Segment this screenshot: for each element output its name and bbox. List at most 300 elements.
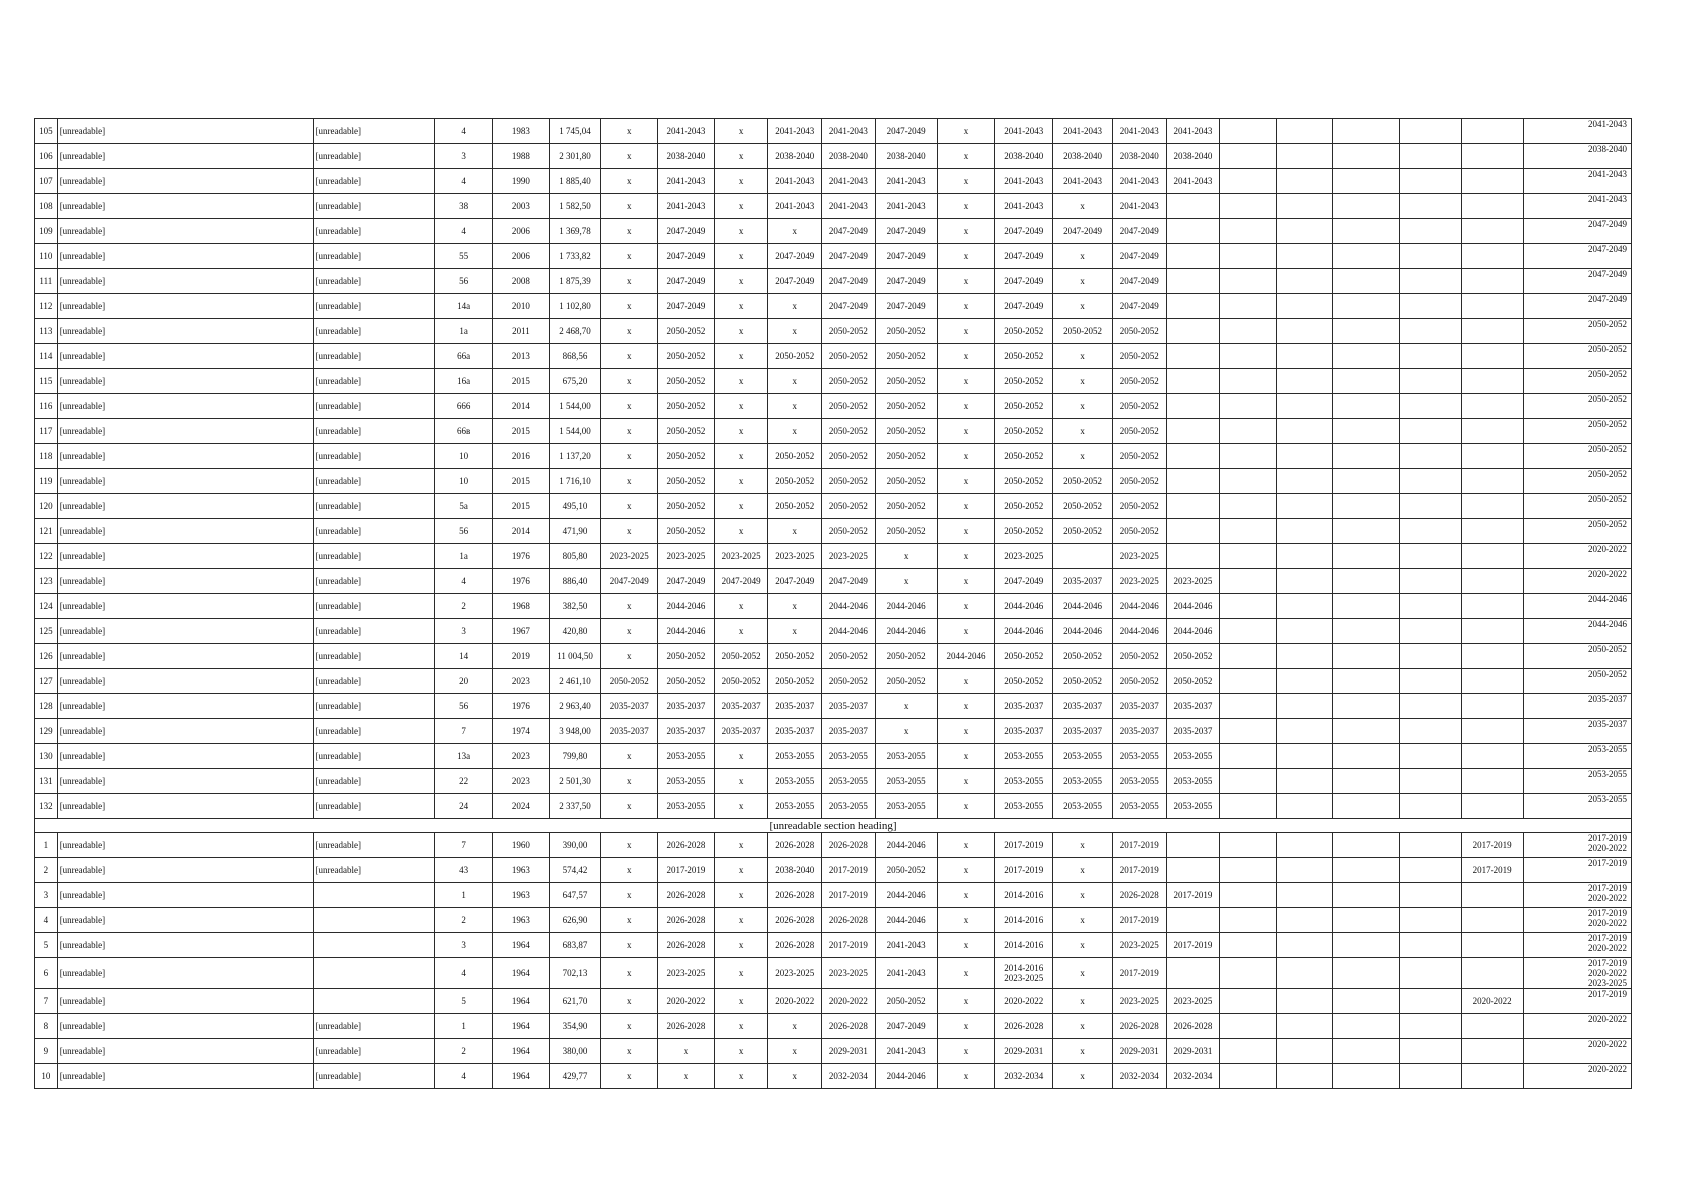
cell-work-col-20 [1332,908,1399,933]
cell-total-period: 2017-2019 2020-2022 2023-2025 [1523,958,1631,989]
cell-total-area: 2 301,80 [549,144,601,169]
cell-work-foundation: x [714,744,768,769]
cell-work-col-18 [1220,858,1277,883]
cell-work-electric: 2050-2052 [822,394,876,419]
cell-total-period: 2044-2046 [1523,619,1631,644]
cell-work-heating: 2050-2052 [875,644,937,669]
cell-work-col-18 [1220,144,1277,169]
cell-work-col-21 [1399,669,1461,694]
cell-total-period: 2035-2037 [1523,719,1631,744]
cell-work-cold-water: 2035-2037 [995,694,1053,719]
cell-work-col-20 [1332,219,1399,244]
cell-work-cold-water: 2014-2016 [995,908,1053,933]
cell-locality-name: [unreadable] [57,769,313,794]
cell-work-col-20 [1332,744,1399,769]
cell-work-heating: 2050-2052 [875,369,937,394]
cell-work-heating: 2044-2046 [875,833,937,858]
cell-work-col-18 [1220,419,1277,444]
cell-work-gas: 2044-2046 [937,644,995,669]
cell-locality-name: [unreadable] [57,1064,313,1089]
cell-work-col-18 [1220,544,1277,569]
cell-house-number: 43 [435,858,493,883]
cell-work-sewer: 2047-2049 [1112,269,1166,294]
cell-work-heating: 2053-2055 [875,769,937,794]
cell-work-facade: 2047-2049 [658,269,715,294]
cell-street: [unreadable] [313,833,435,858]
cell-work-extra [1166,294,1220,319]
cell-work-extra: 2032-2034 [1166,1064,1220,1089]
cell-work-gas: x [937,344,995,369]
cell-work-col-18 [1220,444,1277,469]
cell-work-basement: 2047-2049 [768,269,822,294]
cell-work-sewer: 2050-2052 [1112,319,1166,344]
cell-work-foundation: x [714,369,768,394]
cell-work-gas: x [937,794,995,819]
cell-build-year: 1964 [493,989,550,1014]
cell-work-heating: 2044-2046 [875,1064,937,1089]
cell-total-area: 799,80 [549,744,601,769]
cell-work-col-19 [1277,544,1333,569]
cell-work-col-21 [1399,219,1461,244]
cell-total-area: 354,90 [549,1014,601,1039]
cell-work-basement: x [768,619,822,644]
cell-work-col-22 [1461,1064,1523,1089]
cell-work-heating: 2041-2043 [875,933,937,958]
cell-work-electric: 2050-2052 [822,319,876,344]
cell-street: [unreadable] [313,719,435,744]
cell-work-extra [1166,444,1220,469]
table-row [35,958,1632,989]
cell-work-sewer: 2023-2025 [1112,569,1166,594]
cell-work-cold-water: 2047-2049 [995,269,1053,294]
cell-total-period: 2047-2049 [1523,294,1631,319]
cell-work-hot-water: 2035-2037 [1053,694,1113,719]
cell-street: [unreadable] [313,569,435,594]
cell-street: [unreadable] [313,394,435,419]
cell-work-cold-water: 2050-2052 [995,369,1053,394]
cell-work-col-20 [1332,989,1399,1014]
cell-work-sewer: 2041-2043 [1112,119,1166,144]
cell-work-col-22: 2020-2022 [1461,989,1523,1014]
cell-house-number: 20 [435,669,493,694]
cell-work-basement: x [768,1064,822,1089]
cell-locality-name: [unreadable] [57,569,313,594]
cell-work-hot-water [1053,544,1113,569]
cell-work-gas: x [937,319,995,344]
cell-work-heating: 2047-2049 [875,294,937,319]
cell-locality-name: [unreadable] [57,469,313,494]
cell-locality-name: [unreadable] [57,119,313,144]
cell-work-cold-water: 2050-2052 [995,644,1053,669]
cell-work-col-20 [1332,544,1399,569]
cell-locality-name: [unreadable] [57,144,313,169]
cell-work-cold-water: 2047-2049 [995,569,1053,594]
cell-work-facade: 2026-2028 [658,833,715,858]
cell-work-roof: x [601,444,658,469]
cell-row-number: 4 [35,908,58,933]
table-row [35,469,1632,494]
table-row [35,294,1632,319]
cell-work-sewer: 2047-2049 [1112,219,1166,244]
cell-locality-name: [unreadable] [57,494,313,519]
cell-work-roof: x [601,494,658,519]
cell-work-facade: 2041-2043 [658,119,715,144]
cell-work-foundation: x [714,989,768,1014]
cell-total-area: 1 582,50 [549,194,601,219]
cell-row-number: 106 [35,144,58,169]
cell-work-cold-water: 2038-2040 [995,144,1053,169]
cell-work-basement: 2050-2052 [768,444,822,469]
cell-work-extra: 2041-2043 [1166,119,1220,144]
cell-work-col-19 [1277,344,1333,369]
cell-work-col-20 [1332,794,1399,819]
cell-locality-name: [unreadable] [57,833,313,858]
cell-work-col-21 [1399,619,1461,644]
cell-work-col-19 [1277,519,1333,544]
cell-work-col-18 [1220,1039,1277,1064]
cell-work-extra: 2035-2037 [1166,694,1220,719]
cell-house-number: 5a [435,494,493,519]
cell-work-basement: 2035-2037 [768,719,822,744]
cell-work-electric: 2020-2022 [822,989,876,1014]
cell-locality-name: [unreadable] [57,394,313,419]
cell-work-facade: 2050-2052 [658,494,715,519]
cell-work-heating: 2050-2052 [875,319,937,344]
cell-work-hot-water: 2035-2037 [1053,569,1113,594]
cell-work-col-20 [1332,469,1399,494]
cell-work-col-21 [1399,594,1461,619]
cell-total-area: 886,40 [549,569,601,594]
cell-total-area: 1 745,04 [549,119,601,144]
cell-work-heating: 2050-2052 [875,344,937,369]
cell-work-electric: 2023-2025 [822,544,876,569]
cell-work-electric: 2035-2037 [822,719,876,744]
cell-work-roof: x [601,858,658,883]
cell-work-col-22 [1461,594,1523,619]
cell-work-basement: x [768,519,822,544]
cell-work-cold-water: 2050-2052 [995,519,1053,544]
cell-work-col-18 [1220,119,1277,144]
cell-work-cold-water: 2047-2049 [995,219,1053,244]
cell-work-col-22 [1461,719,1523,744]
cell-street: [unreadable] [313,794,435,819]
table-row [35,369,1632,394]
cell-street: [unreadable] [313,319,435,344]
cell-build-year: 1976 [493,694,550,719]
cell-work-roof: x [601,294,658,319]
cell-work-electric: 2050-2052 [822,444,876,469]
cell-total-area: 1 875,39 [549,269,601,294]
cell-work-col-22 [1461,194,1523,219]
cell-work-col-18 [1220,319,1277,344]
cell-work-electric: 2050-2052 [822,344,876,369]
table-row [35,419,1632,444]
cell-total-period: 2050-2052 [1523,494,1631,519]
cell-work-gas: x [937,469,995,494]
cell-work-gas: x [937,494,995,519]
cell-work-gas: x [937,544,995,569]
cell-work-col-21 [1399,858,1461,883]
cell-work-gas: x [937,958,995,989]
cell-work-col-22 [1461,769,1523,794]
cell-build-year: 2015 [493,494,550,519]
section-header-row [35,819,1632,833]
cell-street [313,958,435,989]
cell-work-cold-water: 2014-2016 [995,883,1053,908]
cell-work-foundation: x [714,933,768,958]
cell-work-facade: 2026-2028 [658,908,715,933]
table-row [35,933,1632,958]
cell-total-period: 2050-2052 [1523,344,1631,369]
cell-work-facade: 2035-2037 [658,719,715,744]
cell-work-col-21 [1399,469,1461,494]
cell-total-area: 471,90 [549,519,601,544]
cell-work-col-21 [1399,989,1461,1014]
cell-work-gas: x [937,294,995,319]
cell-build-year: 2006 [493,219,550,244]
cell-work-heating: 2050-2052 [875,989,937,1014]
table-row [35,269,1632,294]
cell-total-area: 1 369,78 [549,219,601,244]
cell-work-col-19 [1277,494,1333,519]
cell-total-period: 2047-2049 [1523,219,1631,244]
cell-work-hot-water: 2044-2046 [1053,619,1113,644]
cell-work-foundation: x [714,119,768,144]
cell-row-number: 2 [35,858,58,883]
cell-work-col-21 [1399,194,1461,219]
cell-work-facade: 2047-2049 [658,294,715,319]
cell-locality-name: [unreadable] [57,744,313,769]
cell-work-facade: 2047-2049 [658,219,715,244]
cell-work-electric: 2053-2055 [822,744,876,769]
cell-work-electric: 2017-2019 [822,858,876,883]
cell-work-facade: 2038-2040 [658,144,715,169]
cell-locality-name: [unreadable] [57,958,313,989]
cell-work-roof: 2050-2052 [601,669,658,694]
cell-street: [unreadable] [313,169,435,194]
cell-street: [unreadable] [313,494,435,519]
cell-work-gas: x [937,1039,995,1064]
cell-work-col-19 [1277,244,1333,269]
cell-street: [unreadable] [313,594,435,619]
cell-work-col-18 [1220,908,1277,933]
cell-work-hot-water: x [1053,958,1113,989]
cell-work-roof: x [601,119,658,144]
cell-street: [unreadable] [313,419,435,444]
cell-work-sewer: 2050-2052 [1112,469,1166,494]
table-row [35,344,1632,369]
cell-work-basement: 2050-2052 [768,344,822,369]
cell-work-col-18 [1220,294,1277,319]
cell-work-col-20 [1332,569,1399,594]
cell-work-roof: x [601,244,658,269]
cell-work-roof: x [601,1014,658,1039]
table-row [35,833,1632,858]
cell-work-cold-water: 2041-2043 [995,169,1053,194]
cell-build-year: 1963 [493,908,550,933]
cell-row-number: 6 [35,958,58,989]
cell-house-number: 2 [435,594,493,619]
cell-work-col-20 [1332,494,1399,519]
cell-house-number: 4 [435,569,493,594]
cell-total-period: 2050-2052 [1523,369,1631,394]
cell-work-col-22 [1461,569,1523,594]
cell-work-hot-water: 2050-2052 [1053,669,1113,694]
cell-work-roof: x [601,933,658,958]
cell-work-col-20 [1332,344,1399,369]
cell-work-cold-water: 2050-2052 [995,469,1053,494]
cell-total-area: 2 461,10 [549,669,601,694]
cell-row-number: 113 [35,319,58,344]
cell-build-year: 2023 [493,669,550,694]
cell-locality-name: [unreadable] [57,989,313,1014]
cell-work-roof: x [601,419,658,444]
cell-work-cold-water: 2047-2049 [995,294,1053,319]
cell-work-sewer: 2050-2052 [1112,494,1166,519]
cell-street: [unreadable] [313,519,435,544]
cell-house-number: 10 [435,469,493,494]
cell-work-cold-water: 2044-2046 [995,619,1053,644]
cell-work-extra: 2035-2037 [1166,719,1220,744]
cell-work-col-20 [1332,244,1399,269]
cell-work-extra [1166,219,1220,244]
cell-work-basement: 2023-2025 [768,958,822,989]
cell-work-cold-water: 2050-2052 [995,319,1053,344]
cell-work-foundation: x [714,908,768,933]
cell-work-foundation: 2047-2049 [714,569,768,594]
cell-work-facade: 2047-2049 [658,569,715,594]
cell-total-period: 2050-2052 [1523,519,1631,544]
cell-work-foundation: x [714,1064,768,1089]
cell-work-foundation: x [714,958,768,989]
cell-total-period: 2017-2019 2020-2022 [1523,833,1631,858]
cell-work-electric: 2044-2046 [822,594,876,619]
cell-row-number: 132 [35,794,58,819]
cell-total-area: 868,56 [549,344,601,369]
cell-work-col-22 [1461,1039,1523,1064]
cell-build-year: 1963 [493,858,550,883]
cell-house-number: 4 [435,169,493,194]
cell-row-number: 119 [35,469,58,494]
cell-work-col-22 [1461,294,1523,319]
cell-house-number: 666 [435,394,493,419]
cell-work-heating: 2050-2052 [875,469,937,494]
cell-locality-name: [unreadable] [57,319,313,344]
cell-work-basement: x [768,394,822,419]
cell-total-area: 683,87 [549,933,601,958]
cell-work-heating: 2053-2055 [875,794,937,819]
cell-work-facade: 2050-2052 [658,644,715,669]
cell-work-roof: x [601,169,658,194]
cell-work-basement: 2035-2037 [768,694,822,719]
cell-build-year: 2014 [493,519,550,544]
cell-work-col-19 [1277,1014,1333,1039]
cell-build-year: 2014 [493,394,550,419]
cell-street: [unreadable] [313,769,435,794]
cell-total-area: 805,80 [549,544,601,569]
table-row [35,119,1632,144]
cell-work-cold-water: 2020-2022 [995,989,1053,1014]
cell-work-col-20 [1332,444,1399,469]
cell-work-col-22 [1461,619,1523,644]
cell-row-number: 128 [35,694,58,719]
cell-work-facade: 2026-2028 [658,933,715,958]
cell-work-extra [1166,194,1220,219]
cell-street: [unreadable] [313,344,435,369]
cell-work-gas: x [937,908,995,933]
cell-work-col-18 [1220,394,1277,419]
cell-work-col-20 [1332,519,1399,544]
cell-build-year: 1964 [493,1064,550,1089]
cell-work-roof: x [601,619,658,644]
cell-work-col-20 [1332,619,1399,644]
cell-house-number: 38 [435,194,493,219]
cell-work-heating: 2053-2055 [875,744,937,769]
cell-work-col-19 [1277,719,1333,744]
cell-work-facade: 2050-2052 [658,519,715,544]
cell-work-foundation: x [714,169,768,194]
cell-work-extra: 2053-2055 [1166,794,1220,819]
cell-work-col-21 [1399,1039,1461,1064]
cell-total-period: 2020-2022 [1523,1039,1631,1064]
cell-work-col-19 [1277,169,1333,194]
cell-work-basement: 2026-2028 [768,883,822,908]
cell-work-col-20 [1332,833,1399,858]
cell-work-sewer: 2026-2028 [1112,883,1166,908]
cell-house-number: 3 [435,619,493,644]
cell-work-heating: x [875,694,937,719]
cell-work-col-22 [1461,269,1523,294]
cell-work-foundation: 2050-2052 [714,644,768,669]
cell-work-col-21 [1399,294,1461,319]
cell-work-col-21 [1399,694,1461,719]
cell-work-col-19 [1277,194,1333,219]
cell-work-sewer: 2017-2019 [1112,833,1166,858]
cell-work-basement: 2050-2052 [768,669,822,694]
cell-work-extra [1166,369,1220,394]
cell-work-facade: 2026-2028 [658,1014,715,1039]
cell-work-roof: x [601,519,658,544]
cell-total-period: 2047-2049 [1523,244,1631,269]
cell-work-extra [1166,908,1220,933]
cell-work-electric: 2050-2052 [822,369,876,394]
cell-row-number: 123 [35,569,58,594]
cell-work-extra [1166,958,1220,989]
cell-work-col-20 [1332,269,1399,294]
cell-total-period: 2053-2055 [1523,794,1631,819]
cell-total-area: 675,20 [549,369,601,394]
cell-street: [unreadable] [313,744,435,769]
cell-work-foundation: x [714,494,768,519]
cell-build-year: 1960 [493,833,550,858]
cell-street: [unreadable] [313,269,435,294]
cell-work-electric: 2038-2040 [822,144,876,169]
cell-work-gas: x [937,933,995,958]
cell-work-roof: x [601,269,658,294]
cell-work-extra [1166,269,1220,294]
cell-locality-name: [unreadable] [57,883,313,908]
cell-work-hot-water: 2050-2052 [1053,469,1113,494]
cell-work-sewer: 2047-2049 [1112,244,1166,269]
cell-work-col-19 [1277,744,1333,769]
cell-work-gas: x [937,569,995,594]
cell-street: [unreadable] [313,219,435,244]
cell-work-roof: x [601,1039,658,1064]
cell-work-col-18 [1220,933,1277,958]
cell-work-col-19 [1277,958,1333,989]
cell-total-area: 621,70 [549,989,601,1014]
cell-work-roof: x [601,883,658,908]
